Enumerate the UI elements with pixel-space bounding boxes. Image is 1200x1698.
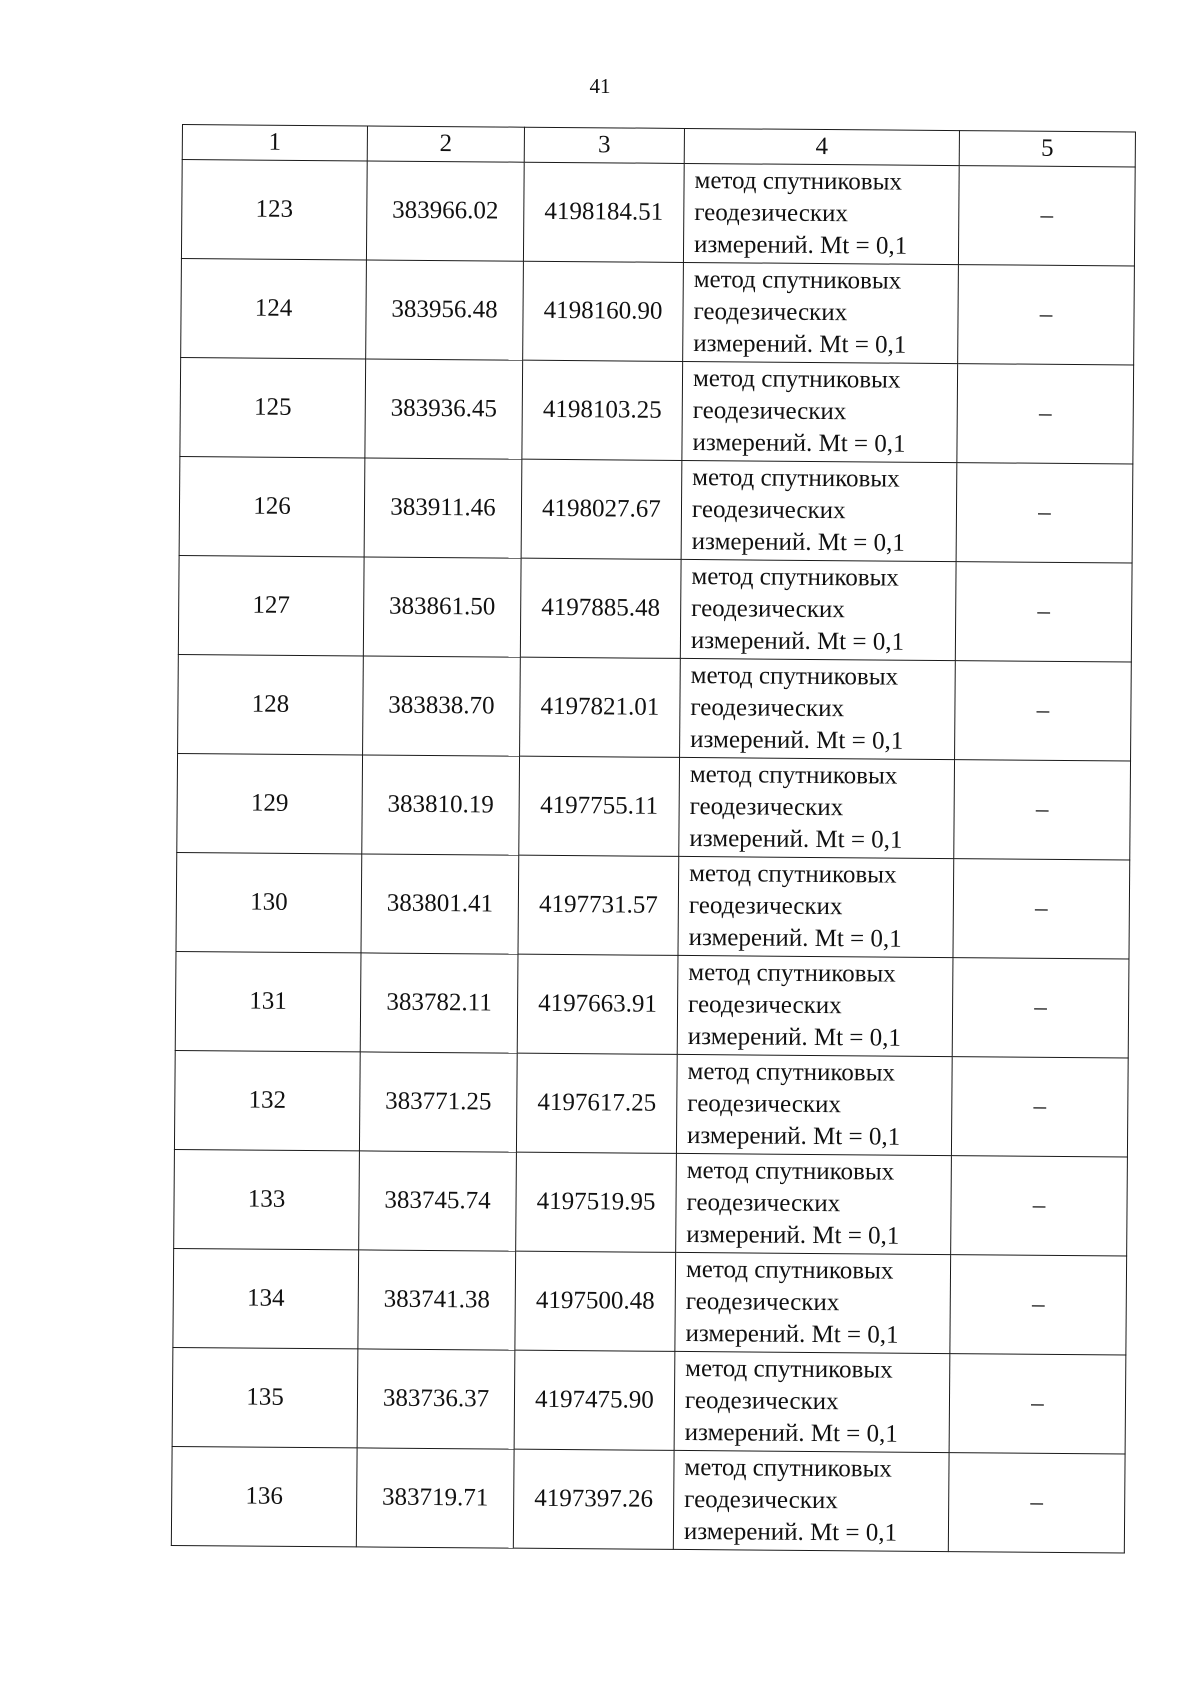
x-coordinate-cell: 383745.74 [359, 1151, 517, 1251]
y-coordinate-cell: 4198103.25 [522, 360, 683, 460]
method-line: измерений. Mt = 0,1 [686, 1220, 900, 1250]
method-line: геодезических [687, 1089, 842, 1119]
y-coordinate-cell: 4197663.91 [517, 954, 678, 1054]
method-line: геодезических [691, 496, 846, 525]
table-row [177, 753, 1131, 859]
method-line: метод спутниковых [692, 365, 901, 394]
method-line: метод спутниковых [694, 167, 903, 196]
header-col-5: 5 [959, 131, 1135, 167]
table-row [176, 852, 1130, 958]
method-cell [680, 658, 956, 759]
method-line: метод спутниковых [684, 1453, 892, 1483]
coordinates-table [171, 124, 1136, 1553]
note-cell: – [958, 166, 1135, 266]
point-number-cell: 130 [176, 852, 362, 952]
y-coordinate-cell: 4197519.95 [516, 1152, 677, 1252]
method-line: измерений. Mt = 0,1 [688, 924, 902, 953]
method-line: метод спутниковых [689, 860, 897, 889]
method-line: метод спутниковых [687, 1058, 896, 1087]
method-cell [678, 856, 954, 957]
table-row [179, 456, 1133, 562]
table-row [181, 160, 1135, 266]
method-line: геодезических [694, 199, 849, 228]
method-cell [682, 361, 958, 462]
point-number-cell: 135 [172, 1347, 358, 1447]
method-cell [683, 163, 959, 264]
method-line: метод спутниковых [689, 761, 898, 790]
y-coordinate-cell: 4197731.57 [518, 855, 679, 955]
point-number-cell: 134 [173, 1248, 359, 1348]
note-cell: – [950, 1255, 1127, 1355]
note-cell: – [953, 859, 1130, 959]
method-line: измерений. Mt = 0,1 [689, 825, 903, 854]
x-coordinate-cell: 383719.71 [356, 1448, 514, 1548]
method-line: метод спутниковых [690, 662, 899, 691]
note-cell: – [951, 1057, 1128, 1157]
point-number-cell: 125 [180, 357, 366, 457]
point-number-cell: 124 [181, 258, 367, 358]
x-coordinate-cell: 383771.25 [359, 1052, 517, 1152]
table-row [174, 1050, 1128, 1156]
y-coordinate-cell: 4198027.67 [521, 459, 682, 559]
method-line: метод спутниковых [691, 563, 899, 592]
method-line: измерений. Mt = 0,1 [693, 231, 908, 260]
method-line: метод спутниковых [688, 959, 896, 988]
header-col-1: 1 [182, 125, 367, 161]
y-coordinate-cell: 4197821.01 [520, 657, 681, 757]
method-line: геодезических [684, 1485, 838, 1515]
note-cell: – [955, 562, 1132, 662]
point-number-cell: 132 [174, 1050, 360, 1150]
x-coordinate-cell: 383782.11 [360, 953, 518, 1053]
y-coordinate-cell: 4197617.25 [516, 1053, 677, 1153]
method-line: геодезических [686, 1188, 841, 1218]
table-row [173, 1248, 1127, 1354]
method-line: метод спутниковых [692, 464, 900, 493]
y-coordinate-cell: 4197397.26 [513, 1449, 674, 1549]
table-row [172, 1347, 1126, 1453]
method-line: измерений. Mt = 0,1 [692, 429, 906, 458]
x-coordinate-cell: 383810.19 [362, 755, 520, 855]
note-cell: – [948, 1453, 1125, 1553]
method-line: измерений. Mt = 0,1 [693, 330, 907, 359]
method-line: геодезических [685, 1287, 840, 1317]
method-line: измерений. Mt = 0,1 [686, 1121, 901, 1151]
x-coordinate-cell: 383936.45 [365, 359, 523, 459]
method-line: измерений. Mt = 0,1 [687, 1023, 902, 1052]
point-number-cell: 131 [175, 951, 361, 1051]
x-coordinate-cell: 383736.37 [357, 1349, 515, 1449]
method-cell [674, 1351, 950, 1452]
note-cell: – [954, 760, 1131, 860]
method-cell [677, 955, 953, 1056]
point-number-cell: 129 [177, 753, 363, 853]
note-cell: – [955, 661, 1132, 761]
point-number-cell: 126 [179, 456, 365, 556]
method-cell [676, 1153, 952, 1254]
table-row [175, 951, 1129, 1057]
x-coordinate-cell: 383861.50 [363, 557, 521, 657]
method-line: геодезических [687, 991, 842, 1020]
y-coordinate-cell: 4197500.48 [515, 1251, 676, 1351]
method-line: геодезических [690, 694, 845, 723]
x-coordinate-cell: 383741.38 [358, 1250, 516, 1350]
method-cell [673, 1450, 949, 1551]
table-row [174, 1149, 1128, 1255]
method-line: измерений. Mt = 0,1 [685, 1319, 899, 1349]
header-col-4: 4 [684, 128, 959, 165]
note-cell: – [949, 1354, 1126, 1454]
point-number-cell: 136 [171, 1446, 357, 1546]
note-cell: – [957, 364, 1134, 464]
x-coordinate-cell: 383956.48 [366, 260, 524, 360]
note-cell: – [951, 1156, 1128, 1256]
table-row [181, 258, 1135, 364]
point-number-cell: 123 [181, 160, 367, 260]
header-col-3: 3 [524, 127, 684, 163]
note-cell: – [958, 265, 1135, 365]
method-line: геодезических [691, 595, 845, 624]
method-line: геодезических [684, 1386, 839, 1416]
method-line: метод спутниковых [686, 1156, 895, 1186]
method-line: геодезических [693, 298, 848, 327]
method-line: измерений. Mt = 0,1 [691, 528, 905, 557]
method-line: измерений. Mt = 0,1 [690, 726, 904, 755]
page-number: 41 [589, 74, 611, 98]
x-coordinate-cell: 383911.46 [364, 458, 522, 558]
header-col-2: 2 [367, 126, 524, 162]
method-line: геодезических [689, 793, 844, 822]
point-number-cell: 128 [178, 654, 364, 754]
table-row [180, 357, 1134, 463]
table-row [171, 1446, 1125, 1552]
note-cell: – [952, 958, 1129, 1058]
method-line: метод спутниковых [693, 266, 902, 295]
table-body [171, 160, 1135, 1553]
table-row [178, 654, 1132, 760]
method-line: метод спутниковых [685, 1255, 894, 1285]
table-row [178, 555, 1132, 661]
y-coordinate-cell: 4198184.51 [523, 162, 684, 262]
x-coordinate-cell: 383801.41 [361, 854, 519, 954]
method-cell [679, 757, 955, 858]
point-number-cell: 133 [174, 1149, 360, 1249]
method-line: геодезических [688, 892, 843, 921]
point-number-cell: 127 [178, 555, 364, 655]
method-cell [676, 1054, 952, 1155]
method-line: геодезических [692, 397, 847, 426]
method-line: измерений. Mt = 0,1 [690, 627, 905, 656]
x-coordinate-cell: 383838.70 [363, 656, 521, 756]
method-line: метод спутниковых [685, 1354, 893, 1384]
y-coordinate-cell: 4197885.48 [520, 558, 681, 658]
method-line: измерений. Mt = 0,1 [683, 1517, 898, 1547]
y-coordinate-cell: 4197755.11 [519, 756, 680, 856]
method-cell [681, 460, 957, 561]
method-cell [675, 1252, 951, 1353]
method-cell [683, 262, 959, 363]
y-coordinate-cell: 4197475.90 [514, 1350, 675, 1450]
x-coordinate-cell: 383966.02 [366, 161, 524, 261]
note-cell: – [956, 463, 1133, 563]
method-cell [680, 559, 956, 660]
method-line: измерений. Mt = 0,1 [684, 1418, 898, 1448]
y-coordinate-cell: 4198160.90 [523, 261, 684, 361]
